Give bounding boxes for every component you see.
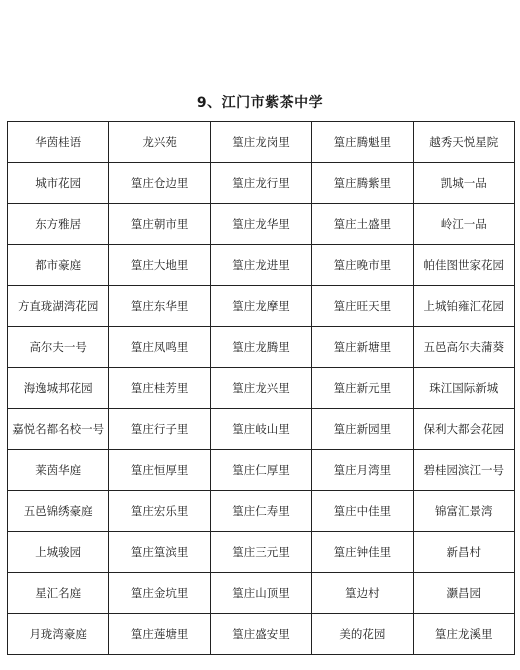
table-cell: 篁庄龙摩里	[210, 286, 311, 327]
table-row	[8, 491, 515, 532]
table-cell: 华茵桂语	[8, 122, 109, 163]
table-cell: 篁庄龙兴里	[210, 368, 311, 409]
table-body	[8, 122, 515, 655]
table-cell: 篁庄朝市里	[109, 204, 210, 245]
page-title: 9、江门市紫茶中学	[196, 95, 324, 111]
table-cell: 星汇名庭	[8, 573, 109, 614]
table-cell: 保利大都会花园	[413, 409, 514, 450]
table-cell: 嘉悦名都名校一号	[8, 409, 109, 450]
table-cell: 越秀天悦星院	[413, 122, 514, 163]
table-cell: 锦富汇景湾	[413, 491, 514, 532]
table-cell: 海逸城邦花园	[8, 368, 109, 409]
table-cell: 篁庄新园里	[312, 409, 413, 450]
table-cell: 篁庄晚市里	[312, 245, 413, 286]
table-cell: 灏昌园	[413, 573, 514, 614]
table-cell: 篁庄金坑里	[109, 573, 210, 614]
table-cell: 篁庄仁厚里	[210, 450, 311, 491]
table-row	[8, 327, 515, 368]
table-cell: 篁庄凤鸣里	[109, 327, 210, 368]
table-cell: 篁庄新塘里	[312, 327, 413, 368]
table-cell: 篁庄中佳里	[312, 491, 413, 532]
table-cell: 篁庄龙腾里	[210, 327, 311, 368]
table-cell: 美的花园	[312, 614, 413, 655]
table-cell: 篁庄腾魁里	[312, 122, 413, 163]
table-cell: 五邑高尔夫蒲葵	[413, 327, 514, 368]
table-cell: 方直珑湖湾花园	[8, 286, 109, 327]
table-cell: 篁庄东华里	[109, 286, 210, 327]
table-row	[8, 368, 515, 409]
table-cell: 篁庄龙进里	[210, 245, 311, 286]
table-cell: 篁庄龙行里	[210, 163, 311, 204]
table-cell: 城市花园	[8, 163, 109, 204]
table-cell: 上城铂雍汇花园	[413, 286, 514, 327]
table-cell: 帕佳图世家花园	[413, 245, 514, 286]
table-cell: 篁庄龙岗里	[210, 122, 311, 163]
table-row	[8, 409, 515, 450]
table-cell: 凯城一品	[413, 163, 514, 204]
table-cell: 都市豪庭	[8, 245, 109, 286]
table-cell: 新昌村	[413, 532, 514, 573]
table-cell: 龙兴苑	[109, 122, 210, 163]
table-cell: 篁庄月湾里	[312, 450, 413, 491]
table-cell: 莱茵华庭	[8, 450, 109, 491]
table-cell: 东方雅居	[8, 204, 109, 245]
table-cell: 五邑锦绣豪庭	[8, 491, 109, 532]
table-row	[8, 163, 515, 204]
school-district-table	[7, 121, 515, 655]
table-cell: 月珑湾豪庭	[8, 614, 109, 655]
table-cell: 篁庄桂芳里	[109, 368, 210, 409]
table-row	[8, 286, 515, 327]
table-cell: 篁边村	[312, 573, 413, 614]
table-cell: 篁庄仓边里	[109, 163, 210, 204]
table-cell: 篁庄龙华里	[210, 204, 311, 245]
table-cell: 篁庄三元里	[210, 532, 311, 573]
table-cell: 篁庄新元里	[312, 368, 413, 409]
table-cell: 篁庄恒厚里	[109, 450, 210, 491]
table-cell: 篁庄山顶里	[210, 573, 311, 614]
table-row	[8, 614, 515, 655]
table-cell: 篁庄大地里	[109, 245, 210, 286]
table-row	[8, 204, 515, 245]
table-cell: 篁庄宏乐里	[109, 491, 210, 532]
table-row	[8, 122, 515, 163]
table-cell: 篁庄龙溪里	[413, 614, 514, 655]
table-cell: 篁庄土盛里	[312, 204, 413, 245]
table-cell: 碧桂园滨江一号	[413, 450, 514, 491]
table-cell: 篁庄篁滨里	[109, 532, 210, 573]
table-cell: 篁庄莲塘里	[109, 614, 210, 655]
table-cell: 篁庄仁寿里	[210, 491, 311, 532]
table-cell: 高尔夫一号	[8, 327, 109, 368]
table-cell: 篁庄钟佳里	[312, 532, 413, 573]
table-cell: 上城骏园	[8, 532, 109, 573]
table-cell: 篁庄腾紫里	[312, 163, 413, 204]
table-cell: 篁庄旺天里	[312, 286, 413, 327]
table-row	[8, 532, 515, 573]
table-cell: 篁庄行子里	[109, 409, 210, 450]
table-cell: 岭江一品	[413, 204, 514, 245]
table-cell: 珠江国际新城	[413, 368, 514, 409]
table-cell: 篁庄盛安里	[210, 614, 311, 655]
table-row	[8, 573, 515, 614]
table-row	[8, 450, 515, 491]
table-cell: 篁庄岐山里	[210, 409, 311, 450]
table-row	[8, 245, 515, 286]
